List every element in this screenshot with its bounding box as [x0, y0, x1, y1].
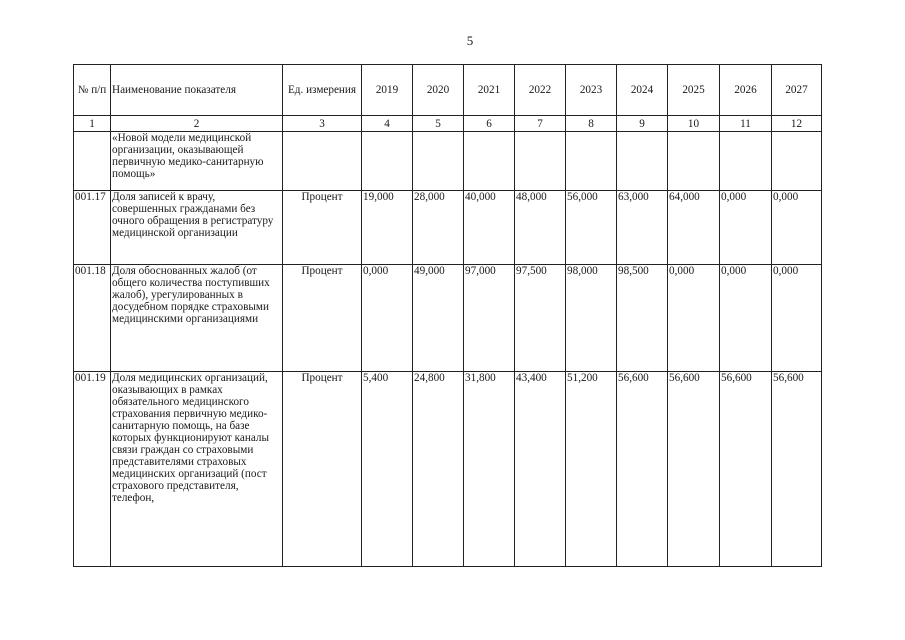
- row-unit: Процент: [283, 265, 362, 372]
- header-year: 2024: [617, 65, 668, 116]
- row-value: 56,600: [668, 372, 720, 567]
- row-value: 49,000: [413, 265, 464, 372]
- row-value: 0,000: [720, 191, 772, 265]
- row-value: [413, 132, 464, 191]
- row-value: 48,000: [515, 191, 566, 265]
- indicators-table: [73, 64, 822, 567]
- row-value: 43,400: [515, 372, 566, 567]
- row-code: [74, 132, 111, 191]
- row-value: 28,000: [413, 191, 464, 265]
- header-year: 2021: [464, 65, 515, 116]
- column-index: 3: [283, 116, 362, 132]
- column-index: 11: [720, 116, 772, 132]
- column-index: 6: [464, 116, 515, 132]
- header-year: 2025: [668, 65, 720, 116]
- row-unit: [283, 132, 362, 191]
- column-index-row: [74, 116, 822, 132]
- header-code: № п/п: [74, 65, 111, 116]
- header-year: 2026: [720, 65, 772, 116]
- column-index: 7: [515, 116, 566, 132]
- row-unit: Процент: [283, 372, 362, 567]
- column-index: 2: [111, 116, 283, 132]
- header-name: Наименование показателя: [111, 65, 283, 116]
- row-value: 24,800: [413, 372, 464, 567]
- header-year: 2020: [413, 65, 464, 116]
- header-row: [74, 65, 822, 116]
- row-value: 56,600: [772, 372, 822, 567]
- row-value: 0,000: [362, 265, 413, 372]
- row-value: [566, 132, 617, 191]
- row-value: 5,400: [362, 372, 413, 567]
- table-row: [74, 191, 822, 265]
- row-value: 56,600: [720, 372, 772, 567]
- row-value: 98,500: [617, 265, 668, 372]
- row-value: 64,000: [668, 191, 720, 265]
- row-value: 0,000: [772, 191, 822, 265]
- column-index: 5: [413, 116, 464, 132]
- row-code: 001.17: [74, 191, 111, 265]
- row-code: 001.19: [74, 372, 111, 567]
- row-value: [772, 132, 822, 191]
- row-value: 0,000: [772, 265, 822, 372]
- header-year: 2019: [362, 65, 413, 116]
- column-index: 12: [772, 116, 822, 132]
- row-name: «Новой модели медицинской организации, оказывающей первичную медико-санитарную помощь»: [111, 132, 283, 191]
- row-value: 63,000: [617, 191, 668, 265]
- row-value: 0,000: [720, 265, 772, 372]
- row-value: [362, 132, 413, 191]
- row-value: [668, 132, 720, 191]
- row-value: [720, 132, 772, 191]
- row-name: Доля обоснованных жалоб (от общего количества поступивших жалоб), урегулированных в досудебном порядке страховыми медицинскими организациями: [111, 265, 283, 372]
- row-value: 98,000: [566, 265, 617, 372]
- row-name: Доля медицинских организаций, оказывающих в рамках обязательного медицинского страхования первичную медико-санитарную помощь, на базе которых функционируют каналы связи граждан со страховыми представителями страховых медицинских организаций (пост страхового представителя, телефон,: [111, 372, 283, 567]
- row-value: 97,500: [515, 265, 566, 372]
- header-year: 2023: [566, 65, 617, 116]
- header-year: 2022: [515, 65, 566, 116]
- row-value: 40,000: [464, 191, 515, 265]
- column-index: 4: [362, 116, 413, 132]
- row-value: 51,200: [566, 372, 617, 567]
- column-index: 10: [668, 116, 720, 132]
- table-row: [74, 132, 822, 191]
- row-value: 19,000: [362, 191, 413, 265]
- column-index: 1: [74, 116, 111, 132]
- header-year: 2027: [772, 65, 822, 116]
- row-value: [617, 132, 668, 191]
- column-index: 9: [617, 116, 668, 132]
- row-value: 31,800: [464, 372, 515, 567]
- header-unit: Ед. измерения: [283, 65, 362, 116]
- row-value: 56,600: [617, 372, 668, 567]
- row-value: 56,000: [566, 191, 617, 265]
- table-row: [74, 265, 822, 372]
- column-index: 8: [566, 116, 617, 132]
- row-value: [464, 132, 515, 191]
- row-name: Доля записей к врачу, совершенных гражданами без очного обращения в регистратуру медицинской организации: [111, 191, 283, 265]
- row-value: [515, 132, 566, 191]
- page-number: 5: [466, 33, 474, 48]
- row-value: 97,000: [464, 265, 515, 372]
- row-code: 001.18: [74, 265, 111, 372]
- row-value: 0,000: [668, 265, 720, 372]
- row-unit: Процент: [283, 191, 362, 265]
- table-row: [74, 372, 822, 567]
